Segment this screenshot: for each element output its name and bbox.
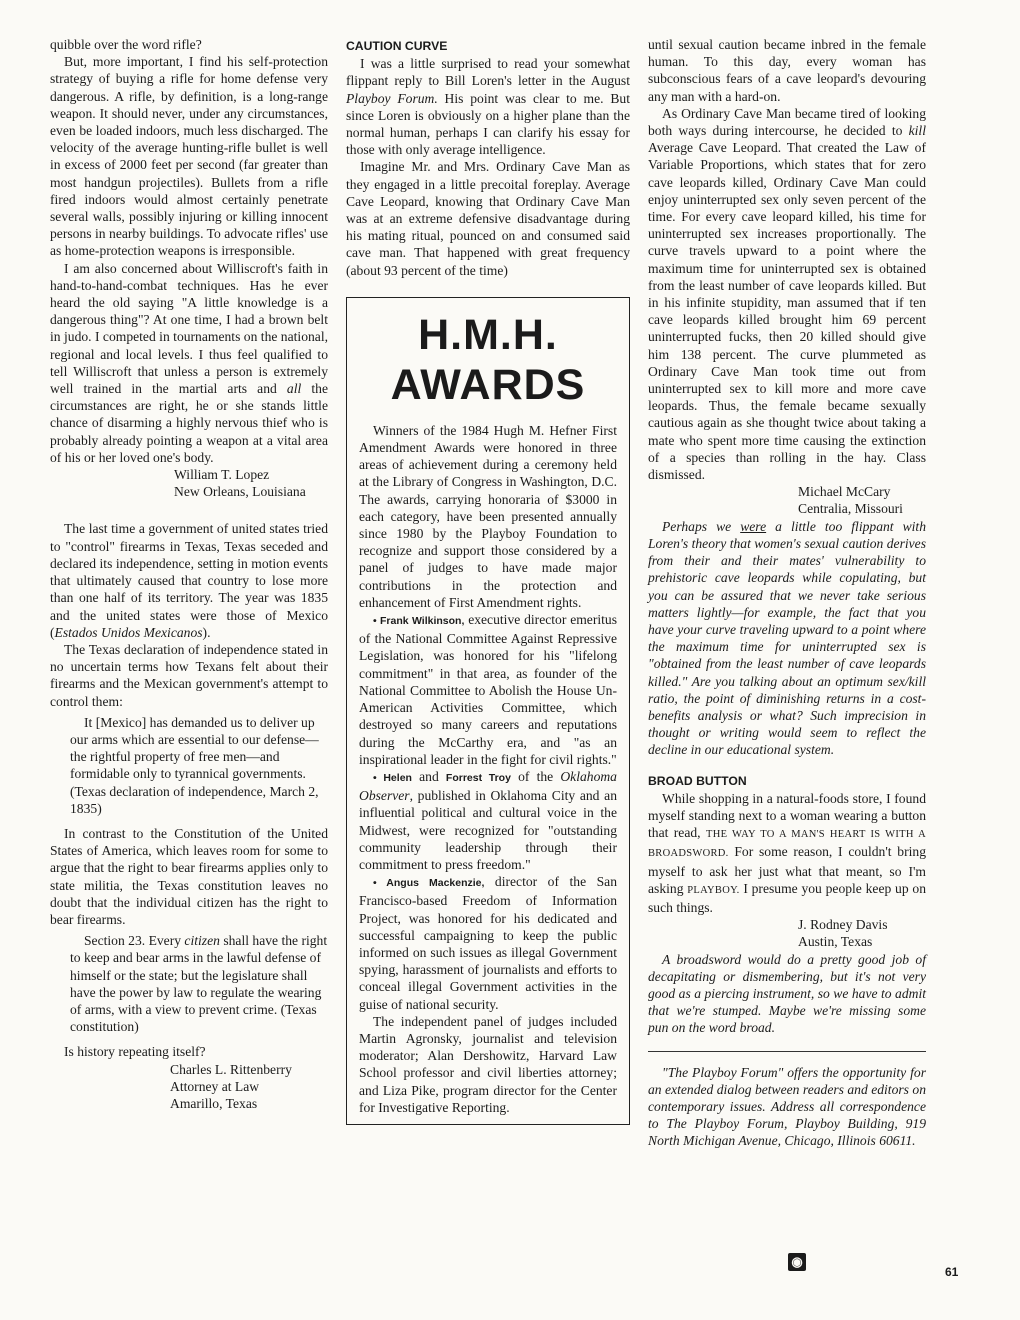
block-quote xyxy=(70,714,328,817)
text: I presume you people keep up on such things. xyxy=(648,880,927,915)
signature-title: Attorney at Law xyxy=(170,1078,260,1094)
signature-name: Michael McCary xyxy=(798,484,891,500)
text: director of the San Francisco-based Freedom of Information Project, was honored for his dedicated and successful campaigning to keep the public informed on such issues as illegal Government spying, harassment of journalists and efforts to conceal illegal Government activities in the guise of national security. xyxy=(359,874,617,1012)
text: I am also concerned about Williscroft's faith in hand-to-hand-combat techniques. Has he ever heard the old saying "A little knowledge is a dangerous thing"? At one time, I had a brown belt in judo. I competed in tournaments on the national, regional and local levels. I thus feel qualified to tell Williscroft that unless a person is extremely well trained in the martial arts and xyxy=(50,260,328,397)
awards-title xyxy=(359,310,617,410)
paragraph xyxy=(346,55,630,158)
awards-title-line: H.M.H. xyxy=(418,310,558,359)
block-quote xyxy=(70,932,328,1035)
honoree-name: • Angus Mackenzie, xyxy=(373,877,485,890)
forum-note-text: "The Playboy Forum" offers the opportunity for an extended dialog between readers and editors on contemporary issues. Address all correspondence to The Playboy Forum, Playboy Building, 919 North Michigan Avenue, Chicago, Illinois 60611. xyxy=(648,1064,926,1149)
letter-signature xyxy=(648,483,926,517)
paragraph: quibble over the word rifle? xyxy=(50,37,202,52)
emphasis: kill xyxy=(908,123,926,139)
paragraph xyxy=(359,768,617,873)
emphasis: Estados Unidos Mexicanos xyxy=(54,624,203,640)
column-right xyxy=(648,36,926,1150)
honoree-name: • Frank Wilkinson, xyxy=(373,615,465,628)
text: Perhaps we xyxy=(662,518,741,534)
text: Average Cave Leopard. That created the Law of Variable Proportions, which states that for zero cave leopards killed, Ordinary Cave Man could enjoy uninterrupted sex only seven percent of the time. For every cave leopard killed, his time for uninterrupted sex increases proportionally. The curve travels upward to a point where the maximum time for uninterrupted sex is obtained from the least number of cave leopards killed. But in his infinite stupidity, man assumed that if ten cave leopards killed brought him 69 percent uninterrupted fucks, then 20 killed should give him 138 percent. The curve plummeted as Ordinary Cave Man took time out from uninterrupted sex to kill more and more cave leopards. Thus, the female became sexually cautious again as she thought twice about taking a mate who spent more time causing the extinction of a species than rolling in the hay. Class dismissed. xyxy=(648,140,926,483)
awards-sidebar-box xyxy=(346,297,630,1125)
paragraph: Imagine Mr. and Mrs. Ordinary Cave Man as they engaged in a little precoital foreplay. Average Cave Leopard, knowing that Ordinary Cave Man was at an extreme defensive disadvantage during his mating ritual, pounced on and consumed said cave man. That happened with great frequency (about 93 percent of the time) xyxy=(346,159,630,278)
text: His point was clear to me. But since Loren is obviously on a higher plane than the normal human, perhaps I can clarify his essay for those with only average intelligence. xyxy=(346,90,630,158)
signature-name: William T. Lopez xyxy=(174,467,270,483)
signature-place: Centralia, Missouri xyxy=(798,501,903,517)
quote-text xyxy=(70,932,328,1035)
small-caps-text: PLAYBOY. xyxy=(687,884,740,896)
paragraph: Is history repeating itself? xyxy=(64,1044,206,1060)
emphasis: Oklahoma Observer xyxy=(359,768,617,804)
paragraph xyxy=(648,105,926,483)
signature-place: New Orleans, Louisiana xyxy=(174,484,306,500)
paragraph xyxy=(648,790,926,916)
editor-reply xyxy=(648,518,926,759)
text: The last time a government of united states tried to "control" firearms in Texas, Texas seceded and declared its independence, setting in motion events that ultimately caused that country to lose more than one half of its territory. The year was 1835 and the united states were those of Mexico ( xyxy=(50,521,328,640)
paragraph: until sexual caution became inbred in the female human. To this day, every woman has subconscious fears of a cave leopard's devouring any man with a hard-on. xyxy=(648,37,926,104)
quote-text: It [Mexico] has demanded us to deliver up our arms which are essential to our defense—the rightful property of free men—and formidable only to tyrannical governments. (Texas declaration of independence, March 2, 1835) xyxy=(70,714,319,816)
emphasis: citizen xyxy=(184,933,220,949)
letter-signature xyxy=(50,1061,328,1113)
paragraph: The Texas declaration of independence stated in no uncertain terms how Texans felt about their firearms and the Mexican government's attempt to control them: xyxy=(50,641,328,709)
signature-name: Charles L. Rittenberry xyxy=(170,1061,292,1077)
letter-signature xyxy=(50,466,328,500)
awards-title-line: AWARDS xyxy=(390,360,586,409)
paragraph xyxy=(50,520,328,640)
signature-place: Amarillo, Texas xyxy=(170,1095,258,1111)
signature-name: J. Rodney Davis xyxy=(798,917,888,933)
page-number: 61 xyxy=(945,1265,959,1279)
text: a little too flippant with Loren's theory that women's sexual caution derives from their and their mates' vulnerability to prehistoric cave leopards while copulating, but you can be assured that we never take serious matters lightly—for example, the fact that you have your curve traveling upward to a point where the maximum time for uninterrupted sex is "obtained from the least number of cave leopards killed." Are you talking about an optimum sex/kill ratio, the point of diminishing returns in a cost-benefits analysis or what? Such imprecision in thought or writing would seem to reflect the decline in our educational system. xyxy=(648,518,926,758)
signature-place: Austin, Texas xyxy=(798,934,873,950)
text: of the xyxy=(510,768,561,784)
paragraph: Winners of the 1984 Hugh M. Hefner First Amendment Awards were honored in three areas of achievement during a ceremony held at the Library of Congress in Washington, D.C. The awards, carrying honoraria of $3000 in each category, have been presented annually since 1980 by the Playboy Foundation to recognize and support those considered by a panel of judges to have made major contributions in the protection and enhancement of First Amendment rights. xyxy=(359,422,617,610)
text: As Ordinary Cave Man became tired of looking both ways during intercourse, he decided to xyxy=(648,105,926,139)
section-heading: CAUTION CURVE xyxy=(346,39,448,53)
paragraph xyxy=(50,260,328,466)
editor-reply: A broadsword would do a pretty good job of decapitating or dismembering, but it's not very good as a piercing instrument, so we have to admit that we're stumped. Maybe we're missing some pun on the word broad. xyxy=(648,951,926,1036)
emphasis: Playboy Forum. xyxy=(346,90,438,106)
emphasis: all xyxy=(286,381,302,397)
text: I was a little surprised to read your somewhat flippant reply to Bill Loren's letter in the August xyxy=(346,56,630,89)
text: ). xyxy=(202,624,211,640)
honoree-name: Forrest Troy xyxy=(445,771,511,784)
small-caps-text: THE WAY TO A MAN'S HEART IS WITH A BROADSWORD. xyxy=(648,829,926,860)
text: Section 23. Every xyxy=(84,933,185,949)
paragraph: The independent panel of judges included Martin Agronsky, journalist and television moderator; Alan Dershowitz, Harvard Law School professor and civil liberties attorney; and Liza Pike, program director for the Center for Investigative Reporting. xyxy=(359,1013,617,1115)
paragraph xyxy=(359,873,617,1013)
text: shall have the right to keep and bear arms in the lawful defense of himself or the state; but the legislature shall have the power by law to regulate the wearing of arms, with a view to prevent crime. (Texas constitution) xyxy=(70,933,328,1035)
text: For some reason, I couldn't bring myself to ask her just what that meant, so I'm asking xyxy=(648,844,926,896)
forum-note xyxy=(648,1051,926,1150)
text: , published in Oklahoma City and an influential political and cultural voice in the Midwest, were recognized for "outstanding community leadership through their commitment to press freedom." xyxy=(359,788,617,872)
paragraph xyxy=(359,611,617,768)
emphasis: were xyxy=(740,518,767,534)
text: While shopping in a natural-foods store, I found myself standing next to a woman wearing a button that read, xyxy=(648,790,926,841)
section-heading: BROAD BUTTON xyxy=(648,773,747,788)
text: the circumstances are right, he or she stands little chance of disarming a highly nervous thief who is probably already pointing a weapon at a vital area of his or her loved one's body. xyxy=(50,381,328,465)
letter-signature xyxy=(648,916,926,950)
column-left xyxy=(50,36,328,1112)
text: and xyxy=(411,768,446,784)
column-middle xyxy=(346,36,630,1125)
honoree-name: • Helen xyxy=(373,771,412,784)
text: executive director emeritus of the National Committee Against Repressive Legislation, was honored for his "lifelong commitment" in that area, as founder of the National Committee to Abolish the House Un-American Activities Committee, which destroyed so many careers and reputations during the McCarthy era, and "as an inspirational leader in the fight for civil rights." xyxy=(359,612,617,767)
paragraph: But, more important, I find his self-protection strategy of buying a rifle for home defense very dangerous. A rifle, by definition, is a long-range weapon. It should never, under any circumstances, even be loaded indoors, much less discharged. The velocity of the average hunting-rifle bullet is well in excess of 2000 feet per second (far greater than most handgun projectiles). Bullets from a rifle fired indoors would almost certainly penetrate several walls, possibly injuring or killing innocent persons in nearby buildings. To advocate rifles' use as home-protection weapons is irresponsible. xyxy=(50,54,328,259)
rabbit-logo-icon: ◉ xyxy=(788,1253,806,1271)
paragraph: In contrast to the Constitution of the United States of America, which leaves room for some to argue that the right to bear firearms applies only to state militia, the Texas constitution leaves no doubt that the individual citizen has the right to bear firearms. xyxy=(50,825,328,927)
